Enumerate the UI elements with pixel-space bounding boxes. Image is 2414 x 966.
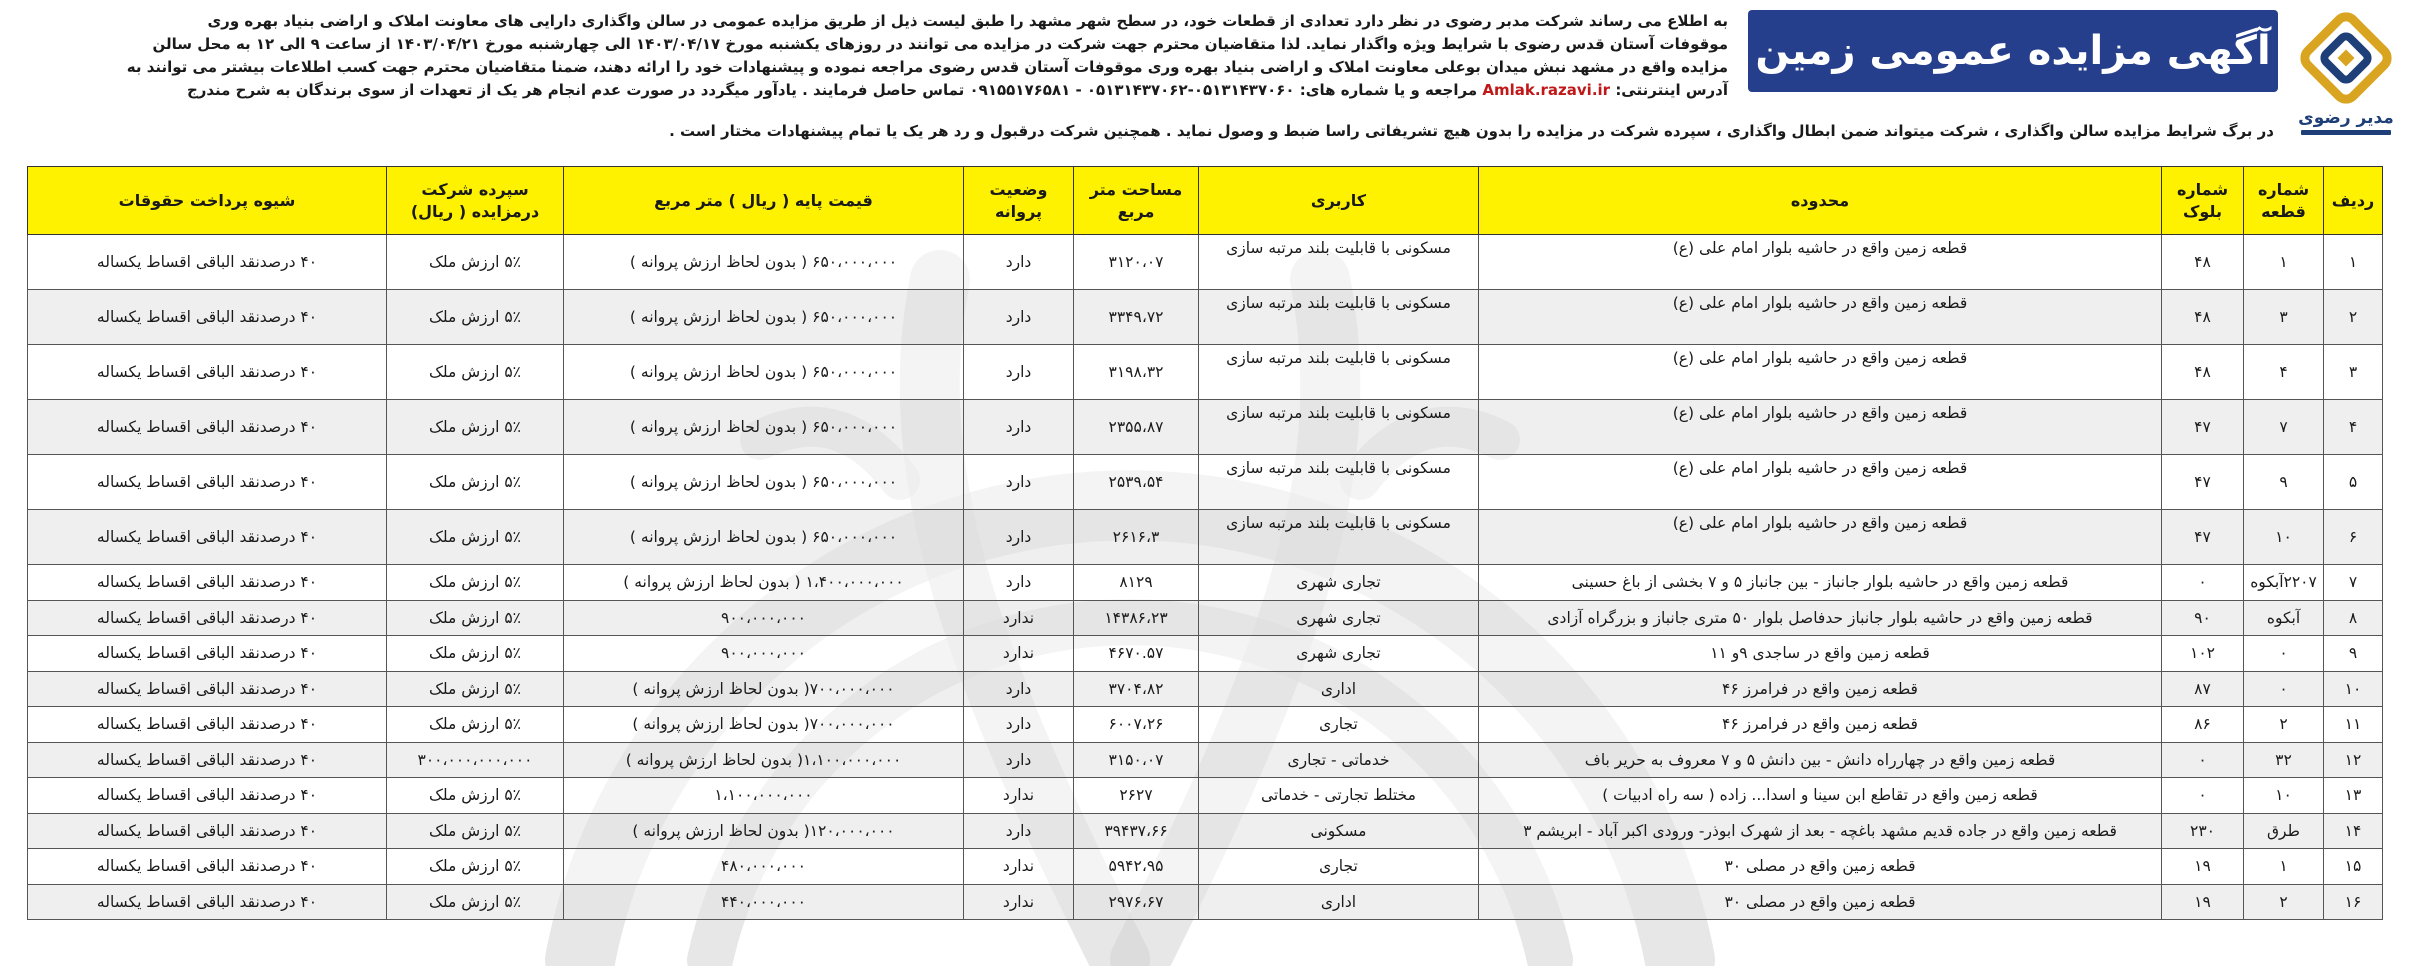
- cell-row-no: ۱۶: [2324, 884, 2383, 920]
- cell-deposit: ۵٪ ارزش ملک: [387, 671, 564, 707]
- cell-deposit: ۵٪ ارزش ملک: [387, 455, 564, 510]
- cell-area: ۳۱۲۰،۰۷: [1074, 235, 1199, 290]
- cell-area: ۳۱۹۸،۳۲: [1074, 345, 1199, 400]
- cell-block-no: ۴۸: [2162, 235, 2244, 290]
- cell-block-no: ۴۷: [2162, 400, 2244, 455]
- col-header-base-price: قیمت پایه ( ریال ) متر مربع: [564, 167, 964, 235]
- cell-row-no: ۶: [2324, 510, 2383, 565]
- cell-row-no: ۵: [2324, 455, 2383, 510]
- cell-permit: دارد: [964, 290, 1074, 345]
- intro-address-label: آدرس اینترنتی:: [1615, 81, 1728, 99]
- cell-payment: ۴۰ درصدنقد الباقی اقساط یکساله: [28, 400, 387, 455]
- cell-base-price: ۱،۱۰۰،۰۰۰،۰۰۰( بدون لحاظ ارزش پروانه ): [564, 742, 964, 778]
- cell-block-no: ۱۰۲: [2162, 636, 2244, 672]
- cell-location: قطعه زمین واقع در جاده قدیم مشهد باغچه - بعد از شهرک ابوذر- ورودی اکبر آباد - ابریشم ۳: [1479, 813, 2162, 849]
- cell-row-no: ۱۳: [2324, 778, 2383, 814]
- col-header-permit: وضعیت پروانه: [964, 167, 1074, 235]
- cell-permit: دارد: [964, 707, 1074, 743]
- cell-area: ۳۱۵۰،۰۷: [1074, 742, 1199, 778]
- cell-permit: دارد: [964, 345, 1074, 400]
- cell-permit: دارد: [964, 742, 1074, 778]
- cell-area: ۳۷۰۴،۸۲: [1074, 671, 1199, 707]
- cell-block-no: ۰: [2162, 742, 2244, 778]
- table-row: [28, 884, 2383, 920]
- cell-usage: تجاری: [1199, 849, 1479, 885]
- intro-line: مزایده واقع در مشهد نبش میدان بوعلی معاونت املاک و اراضی بنیاد بهره وری موقوفات آستان قدس رضوی مراجعه نموده و پیشنهادات خود را ارائه دهند، ضمنا متقاضیان محترم جهت کسب اطلاعات بیشتر می توانند به: [126, 58, 1728, 76]
- table-row: [28, 671, 2383, 707]
- cell-base-price: ۴۸۰،۰۰۰،۰۰۰: [564, 849, 964, 885]
- cell-usage: تجاری: [1199, 707, 1479, 743]
- cell-deposit: ۵٪ ارزش ملک: [387, 235, 564, 290]
- cell-row-no: ۱۱: [2324, 707, 2383, 743]
- cell-block-no: ۴۷: [2162, 510, 2244, 565]
- cell-area: ۲۶۲۷: [1074, 778, 1199, 814]
- col-header-location: محدوده: [1479, 167, 2162, 235]
- table-row: [28, 636, 2383, 672]
- cell-parcel-no: طرق: [2244, 813, 2324, 849]
- col-header-row-no: ردیف: [2324, 167, 2383, 235]
- cell-deposit: ۵٪ ارزش ملک: [387, 600, 564, 636]
- cell-payment: ۴۰ درصدنقد الباقی اقساط یکساله: [28, 565, 387, 601]
- cell-base-price: ۶۵۰،۰۰۰،۰۰۰ ( بدون لحاظ ارزش پروانه ): [564, 290, 964, 345]
- cell-deposit: ۵٪ ارزش ملک: [387, 565, 564, 601]
- cell-location: قطعه زمین واقع در فرامرز ۴۶: [1479, 707, 2162, 743]
- cell-area: ۲۵۳۹،۵۴: [1074, 455, 1199, 510]
- table-row: [28, 455, 2383, 510]
- col-header-deposit: سپرده شرکت درمزایده ( ریال): [387, 167, 564, 235]
- cell-permit: ندارد: [964, 849, 1074, 885]
- cell-permit: دارد: [964, 813, 1074, 849]
- cell-block-no: ۸۶: [2162, 707, 2244, 743]
- cell-payment: ۴۰ درصدنقد الباقی اقساط یکساله: [28, 707, 387, 743]
- cell-usage: خدماتی - تجاری: [1199, 742, 1479, 778]
- table-row: [28, 345, 2383, 400]
- cell-row-no: ۱۵: [2324, 849, 2383, 885]
- cell-parcel-no: ۲۲۰۷آبکوه: [2244, 565, 2324, 601]
- cell-base-price: ۷۰۰،۰۰۰،۰۰۰( بدون لحاظ ارزش پروانه ): [564, 707, 964, 743]
- cell-deposit: ۵٪ ارزش ملک: [387, 849, 564, 885]
- col-header-area: مساحت متر مربع: [1074, 167, 1199, 235]
- cell-base-price: ۴۴۰،۰۰۰،۰۰۰: [564, 884, 964, 920]
- col-header-payment: شیوه پرداخت حقوقات: [28, 167, 387, 235]
- logo-name: مدیر رضوی: [2298, 108, 2394, 128]
- cell-permit: ندارد: [964, 600, 1074, 636]
- cell-area: ۴۶۷۰.۵۷: [1074, 636, 1199, 672]
- cell-row-no: ۷: [2324, 565, 2383, 601]
- cell-parcel-no: آبکوه: [2244, 600, 2324, 636]
- logo-underline: [2301, 130, 2391, 135]
- cell-row-no: ۱: [2324, 235, 2383, 290]
- cell-location: قطعه زمین واقع در حاشیه بلوار جانباز حدفاصل بلوار ۵۰ متری جانباز و بزرگراه آزادی: [1479, 600, 2162, 636]
- cell-parcel-no: ۷: [2244, 400, 2324, 455]
- cell-permit: دارد: [964, 671, 1074, 707]
- cell-base-price: ۱۲۰،۰۰۰،۰۰۰( بدون لحاظ ارزش پروانه ): [564, 813, 964, 849]
- cell-deposit: ۳۰۰،۰۰۰،۰۰۰،۰۰۰: [387, 742, 564, 778]
- cell-location: قطعه زمین واقع در حاشیه بلوار امام علی (ع): [1479, 400, 2162, 455]
- intro-line: موقوفات آستان قدس رضوی با شرایط ویژه واگذار نماید. لذا متقاضیان محترم جهت شرکت در مزایده می توانند در روزهای یکشنبه مورخ ۱۴۰۳/۰۴/۱۷ الی چهارشنبه مورخ ۱۴۰۳/۰۴/۲۱ از ساعت ۹ الی ۱۲ به محل سالن: [152, 35, 1728, 53]
- cell-parcel-no: ۹: [2244, 455, 2324, 510]
- website-link[interactable]: Amlak.razavi.ir: [1482, 81, 1611, 99]
- cell-block-no: ۰: [2162, 565, 2244, 601]
- table-row: [28, 849, 2383, 885]
- cell-base-price: ۹۰۰،۰۰۰،۰۰۰: [564, 600, 964, 636]
- cell-location: قطعه زمین واقع در حاشیه بلوار امام علی (ع): [1479, 455, 2162, 510]
- cell-location: قطعه زمین واقع در حاشیه بلوار امام علی (ع): [1479, 235, 2162, 290]
- cell-usage: مسکونی با قابلیت بلند مرتبه سازی: [1199, 235, 1479, 290]
- col-header-parcel-no: شماره قطعه: [2244, 167, 2324, 235]
- cell-payment: ۴۰ درصدنقد الباقی اقساط یکساله: [28, 235, 387, 290]
- cell-deposit: ۵٪ ارزش ملک: [387, 778, 564, 814]
- cell-area: ۲۳۵۵،۸۷: [1074, 400, 1199, 455]
- cell-parcel-no: ۲: [2244, 884, 2324, 920]
- table-row: [28, 778, 2383, 814]
- cell-parcel-no: ۳۲: [2244, 742, 2324, 778]
- cell-payment: ۴۰ درصدنقد الباقی اقساط یکساله: [28, 849, 387, 885]
- cell-payment: ۴۰ درصدنقد الباقی اقساط یکساله: [28, 455, 387, 510]
- cell-location: قطعه زمین واقع در فرامرز ۴۶: [1479, 671, 2162, 707]
- cell-permit: دارد: [964, 510, 1074, 565]
- cell-block-no: ۴۸: [2162, 345, 2244, 400]
- cell-deposit: ۵٪ ارزش ملک: [387, 400, 564, 455]
- cell-area: ۲۶۱۶،۳: [1074, 510, 1199, 565]
- intro-line: به اطلاع می رساند شرکت مدبر رضوی در نظر دارد تعدادی از قطعات خود، در سطح شهر مشهد را طبق لیست ذیل از طریق مزایده عمومی در سالن واگذاری دارایی های معاونت املاک و اراضی بنیاد بهره وری: [207, 12, 1728, 30]
- cell-parcel-no: ۴: [2244, 345, 2324, 400]
- intro-line: [8, 79, 1728, 102]
- cell-payment: ۴۰ درصدنقد الباقی اقساط یکساله: [28, 742, 387, 778]
- cell-row-no: ۲: [2324, 290, 2383, 345]
- cell-area: ۶۰۰۷،۲۶: [1074, 707, 1199, 743]
- cell-permit: دارد: [964, 455, 1074, 510]
- cell-payment: ۴۰ درصدنقد الباقی اقساط یکساله: [28, 290, 387, 345]
- cell-base-price: ۱،۴۰۰،۰۰۰،۰۰۰ ( بدون لحاظ ارزش پروانه ): [564, 565, 964, 601]
- cell-payment: ۴۰ درصدنقد الباقی اقساط یکساله: [28, 813, 387, 849]
- cell-parcel-no: ۱: [2244, 849, 2324, 885]
- table-header-row: [28, 167, 2383, 235]
- company-logo: [2286, 8, 2406, 158]
- cell-deposit: ۵٪ ارزش ملک: [387, 636, 564, 672]
- cell-permit: ندارد: [964, 778, 1074, 814]
- cell-permit: دارد: [964, 400, 1074, 455]
- cell-block-no: ۴۷: [2162, 455, 2244, 510]
- cell-base-price: ۶۵۰،۰۰۰،۰۰۰ ( بدون لحاظ ارزش پروانه ): [564, 510, 964, 565]
- cell-deposit: ۵٪ ارزش ملک: [387, 813, 564, 849]
- table-row: [28, 707, 2383, 743]
- cell-usage: مسکونی: [1199, 813, 1479, 849]
- cell-location: قطعه زمین واقع در چهارراه دانش - بین دانش ۵ و ۷ معروف به حریر باف: [1479, 742, 2162, 778]
- cell-permit: دارد: [964, 565, 1074, 601]
- cell-usage: مسکونی با قابلیت بلند مرتبه سازی: [1199, 400, 1479, 455]
- table-row: [28, 742, 2383, 778]
- cell-location: قطعه زمین واقع در مصلی ۳۰: [1479, 884, 2162, 920]
- cell-block-no: ۴۸: [2162, 290, 2244, 345]
- cell-location: قطعه زمین واقع در حاشیه بلوار امام علی (ع): [1479, 510, 2162, 565]
- cell-base-price: ۷۰۰،۰۰۰،۰۰۰( بدون لحاظ ارزش پروانه ): [564, 671, 964, 707]
- cell-base-price: ۹۰۰،۰۰۰،۰۰۰: [564, 636, 964, 672]
- cell-usage: مسکونی با قابلیت بلند مرتبه سازی: [1199, 455, 1479, 510]
- cell-parcel-no: ۰: [2244, 671, 2324, 707]
- cell-row-no: ۱۲: [2324, 742, 2383, 778]
- cell-row-no: ۱۰: [2324, 671, 2383, 707]
- cell-base-price: ۶۵۰،۰۰۰،۰۰۰ ( بدون لحاظ ارزش پروانه ): [564, 455, 964, 510]
- col-header-block-no: شماره بلوک: [2162, 167, 2244, 235]
- cell-base-price: ۶۵۰،۰۰۰،۰۰۰ ( بدون لحاظ ارزش پروانه ): [564, 345, 964, 400]
- cell-permit: ندارد: [964, 884, 1074, 920]
- cell-usage: مختلط تجارتی - خدماتی: [1199, 778, 1479, 814]
- cell-block-no: ۱۹: [2162, 849, 2244, 885]
- cell-usage: اداری: [1199, 671, 1479, 707]
- cell-parcel-no: ۱۰: [2244, 510, 2324, 565]
- cell-usage: مسکونی با قابلیت بلند مرتبه سازی: [1199, 510, 1479, 565]
- cell-deposit: ۵٪ ارزش ملک: [387, 707, 564, 743]
- cell-parcel-no: ۲: [2244, 707, 2324, 743]
- page-title: آگهی مزایده عمومی زمین: [1755, 28, 2271, 74]
- cell-location: قطعه زمین واقع در ساجدی ۹و ۱۱: [1479, 636, 2162, 672]
- cell-area: ۵۹۴۲،۹۵: [1074, 849, 1199, 885]
- cell-location: قطعه زمین واقع در حاشیه بلوار امام علی (ع): [1479, 290, 2162, 345]
- cell-row-no: ۳: [2324, 345, 2383, 400]
- cell-deposit: ۵٪ ارزش ملک: [387, 345, 564, 400]
- cell-row-no: ۸: [2324, 600, 2383, 636]
- cell-usage: اداری: [1199, 884, 1479, 920]
- cell-row-no: ۴: [2324, 400, 2383, 455]
- cell-area: ۸۱۲۹: [1074, 565, 1199, 601]
- cell-location: قطعه زمین واقع در حاشیه بلوار امام علی (ع): [1479, 345, 2162, 400]
- cell-payment: ۴۰ درصدنقد الباقی اقساط یکساله: [28, 345, 387, 400]
- cell-usage: تجاری شهری: [1199, 565, 1479, 601]
- cell-payment: ۴۰ درصدنقد الباقی اقساط یکساله: [28, 884, 387, 920]
- cell-deposit: ۵٪ ارزش ملک: [387, 884, 564, 920]
- cell-base-price: ۶۵۰،۰۰۰،۰۰۰ ( بدون لحاظ ارزش پروانه ): [564, 235, 964, 290]
- table-body: [28, 235, 2383, 920]
- cell-base-price: ۱،۱۰۰،۰۰۰،۰۰۰: [564, 778, 964, 814]
- cell-location: قطعه زمین واقع در تقاطع ابن سینا و اسدا... زاده ( سه راه ادبیات ): [1479, 778, 2162, 814]
- cell-permit: دارد: [964, 235, 1074, 290]
- intro-paragraph: [8, 10, 1728, 102]
- cell-parcel-no: ۰: [2244, 636, 2324, 672]
- cell-parcel-no: ۱: [2244, 235, 2324, 290]
- cell-block-no: ۰: [2162, 778, 2244, 814]
- cell-area: ۳۹۴۳۷،۶۶: [1074, 813, 1199, 849]
- cell-usage: مسکونی با قابلیت بلند مرتبه سازی: [1199, 290, 1479, 345]
- cell-location: قطعه زمین واقع در حاشیه بلوار جانباز - بین جانباز ۵ و ۷ بخشی از باغ حسینی: [1479, 565, 2162, 601]
- intro-contact-text: مراجعه و یا شماره های: ۰۵۱۳۱۴۳۷۰۶۰-۰۵۱۳۱۴۳۷۰۶۲ - ۰۹۱۵۵۱۷۶۵۸۱ تماس حاصل فرمایند . یادآور میگردد در صورت عدم انجام هر یک از تعهدات از سوی برندگان به شرح مندرج: [186, 81, 1478, 99]
- cell-payment: ۴۰ درصدنقد الباقی اقساط یکساله: [28, 671, 387, 707]
- table-row: [28, 565, 2383, 601]
- cell-deposit: ۵٪ ارزش ملک: [387, 290, 564, 345]
- cell-block-no: ۲۳۰: [2162, 813, 2244, 849]
- cell-row-no: ۹: [2324, 636, 2383, 672]
- cell-permit: ندارد: [964, 636, 1074, 672]
- col-header-usage: کاربری: [1199, 167, 1479, 235]
- title-banner: [1748, 10, 2278, 92]
- intro-terms-line: در برگ شرایط مزایده سالن واگذاری ، شرکت میتواند ضمن ابطال واگذاری ، سپرده شرکت در مزایده را بدون هیچ تشریفاتی راسا ضبط و وصول نماید . همچنین شرکت درقبول و رد هر یک یا تمام پیشنهادات مختار است .: [669, 122, 2274, 140]
- cell-usage: مسکونی با قابلیت بلند مرتبه سازی: [1199, 345, 1479, 400]
- cell-payment: ۴۰ درصدنقد الباقی اقساط یکساله: [28, 600, 387, 636]
- cell-parcel-no: ۱۰: [2244, 778, 2324, 814]
- cell-usage: تجاری شهری: [1199, 600, 1479, 636]
- table-row: [28, 600, 2383, 636]
- table-row: [28, 235, 2383, 290]
- cell-parcel-no: ۳: [2244, 290, 2324, 345]
- table-row: [28, 510, 2383, 565]
- cell-area: ۳۳۴۹،۷۲: [1074, 290, 1199, 345]
- cell-base-price: ۶۵۰،۰۰۰،۰۰۰ ( بدون لحاظ ارزش پروانه ): [564, 400, 964, 455]
- table-row: [28, 290, 2383, 345]
- cell-block-no: ۸۷: [2162, 671, 2244, 707]
- cell-area: ۱۴۳۸۶،۲۳: [1074, 600, 1199, 636]
- table-row: [28, 400, 2383, 455]
- cell-payment: ۴۰ درصدنقد الباقی اقساط یکساله: [28, 778, 387, 814]
- cell-usage: تجاری شهری: [1199, 636, 1479, 672]
- cell-payment: ۴۰ درصدنقد الباقی اقساط یکساله: [28, 510, 387, 565]
- cell-block-no: ۱۹: [2162, 884, 2244, 920]
- logo-emblem-icon: [2296, 8, 2396, 108]
- auction-table: [27, 166, 2383, 920]
- cell-location: قطعه زمین واقع در مصلی ۳۰: [1479, 849, 2162, 885]
- cell-payment: ۴۰ درصدنقد الباقی اقساط یکساله: [28, 636, 387, 672]
- cell-deposit: ۵٪ ارزش ملک: [387, 510, 564, 565]
- cell-block-no: ۹۰: [2162, 600, 2244, 636]
- cell-area: ۲۹۷۶،۶۷: [1074, 884, 1199, 920]
- table-row: [28, 813, 2383, 849]
- cell-row-no: ۱۴: [2324, 813, 2383, 849]
